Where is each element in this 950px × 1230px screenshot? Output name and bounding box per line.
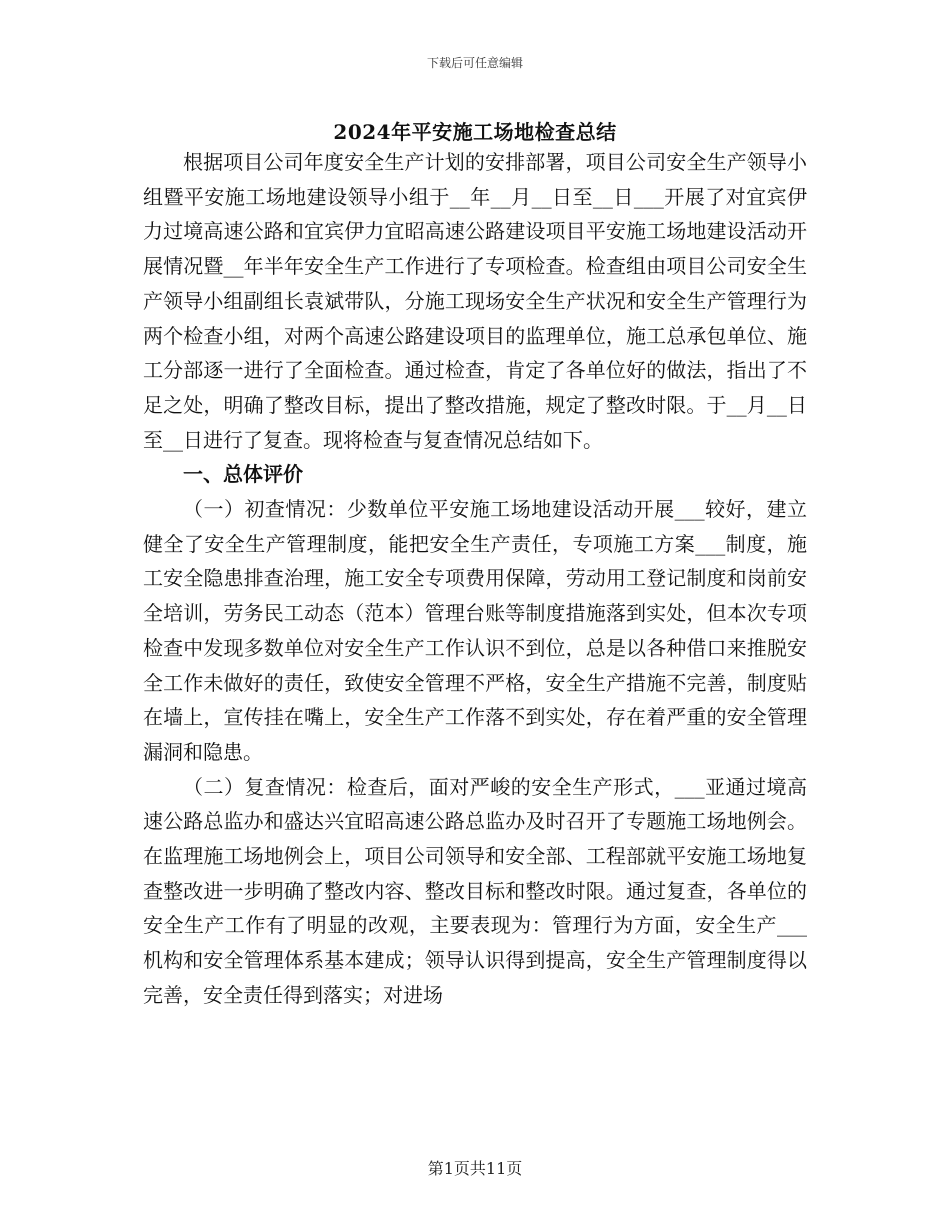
document-title: 2024年平安施工场地检查总结 xyxy=(333,120,617,144)
header-note: 下载后可任意编辑 xyxy=(426,56,523,70)
reinspection-paragraph: （二）复查情况：检查后，面对严峻的安全生产形式，___亚通过境高速公路总监办和盛达兴宜昭高速公路总监办及时召开了专题施工场地例会。在监理施工场地例会上，项目公司领导和安全部、工程部就平安施工场地复查整改进一步明确了整改内容、整改目标和整改时限。通过复查，各单位的安全生产工作有了明显的改观，主要表现为：管理行为方面，安全生产___机构和安全管理体系基本建成；领导认识得到提高，安全生产管理制度得以完善，安全责任得到落实；对进场 xyxy=(143,774,807,1007)
initial-inspection-paragraph: （一）初查情况：少数单位平安施工场地建设活动开展___较好，建立健全了安全生产管理制度，能把安全生产责任，专项施工方案___制度，施工安全隐患排查治理，施工安全专项费用保障，劳动用工登记制度和岗前安全培训，劳务民工动态（范本）管理台账等制度措施落到实处，但本次专项检查中发现多数单位对安全生产工作认识不到位，总是以各种借口来推脱安全工作未做好的责任，致使安全管理不严格，安全生产措施不完善，制度贴在墙上，宣传挂在嘴上，安全生产工作落不到实处，存在着严重的安全管理漏洞和隐患。 xyxy=(143,497,807,764)
page-footer: 第1页共11页 xyxy=(427,1159,523,1178)
document-body xyxy=(143,145,807,1013)
section-heading-overall-evaluation: 一、总体评价 xyxy=(183,462,303,487)
intro-paragraph: 根据项目公司年度安全生产计划的安排部署，项目公司安全生产领导小组暨平安施工场地建设领导小组于__年__月__日至__日___开展了对宜宾伊力过境高速公路和宜宾伊力宜昭高速公路建设项目平安施工场地建设活动开展情况暨__年半年安全生产工作进行了专项检查。检查组由项目公司安全生产领导小组副组长袁斌带队，分施工现场安全生产状况和安全生产管理行为两个检查小组，对两个高速公路建设项目的监理单位，施工总承包单位、施工分部逐一进行了全面检查。通过检查，肯定了各单位好的做法，指出了不足之处，明确了整改目标，提出了整改措施，规定了整改时限。于__月__日至__日进行了复查。现将检查与复查情况总结如下。 xyxy=(143,150,807,452)
